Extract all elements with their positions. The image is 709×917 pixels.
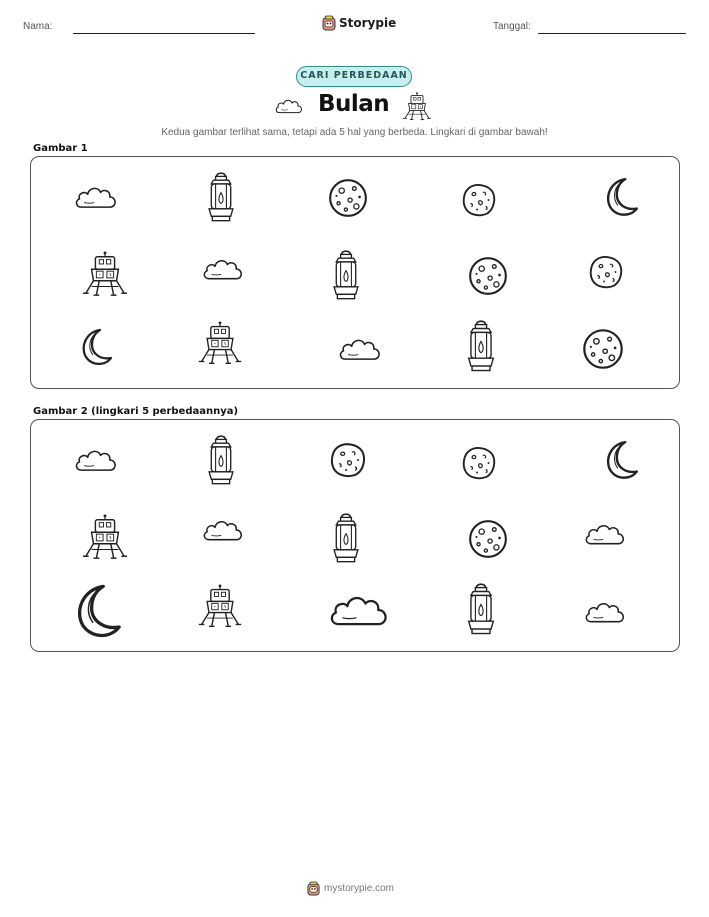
lantern-icon[interactable] (203, 434, 239, 488)
crescent-moon-icon[interactable] (599, 438, 641, 482)
lantern-icon (203, 171, 239, 225)
cloud-icon[interactable] (327, 588, 391, 632)
lunar-module-icon (402, 92, 432, 122)
lunar-module-icon[interactable] (79, 514, 131, 562)
picture2-label: Gambar 2 (lingkari 5 perbedaannya) (33, 406, 239, 417)
cloud-icon[interactable] (73, 444, 119, 476)
date-label: Tanggal: (493, 21, 531, 32)
moon-icon (467, 255, 509, 297)
asteroid-icon (585, 253, 627, 291)
name-line[interactable] (73, 33, 255, 34)
asteroid-icon[interactable] (327, 440, 369, 480)
asteroid-icon[interactable] (459, 444, 499, 482)
picture1-label: Gambar 1 (33, 143, 88, 154)
lunar-module-icon (195, 321, 245, 367)
brand-logo (322, 13, 396, 33)
instruction-text: Kedua gambar terlihat sama, tetapi ada 5 hal yang berbeda. Lingkari di gambar bawah! (161, 127, 548, 138)
cloud-icon[interactable] (201, 514, 245, 546)
page-title: Bulan (318, 91, 390, 117)
picture2-panel[interactable] (30, 419, 680, 652)
category-badge: CARI PERBEDAAN (296, 66, 412, 87)
cloud-icon (337, 333, 383, 365)
crescent-moon-icon (599, 175, 641, 219)
cloud-icon (274, 96, 304, 116)
asteroid-icon (459, 181, 499, 219)
cloud-icon (73, 181, 119, 213)
lunar-module-icon[interactable] (195, 584, 245, 630)
footer-url: mystorypie.com (324, 882, 395, 894)
crescent-moon-icon[interactable] (67, 580, 125, 642)
lantern-icon[interactable] (463, 582, 499, 638)
brand-name: Storypie (339, 16, 397, 30)
crescent-moon-icon (75, 325, 115, 369)
lantern-icon (329, 249, 363, 303)
lantern-icon[interactable] (329, 512, 363, 566)
moon-icon[interactable] (467, 518, 509, 560)
cloud-icon[interactable] (583, 596, 627, 628)
cloud-icon[interactable] (583, 518, 627, 550)
moon-icon (327, 177, 369, 219)
name-label: Nama: (23, 21, 53, 32)
storypie-mascot-icon (307, 881, 320, 896)
moon-icon (581, 327, 625, 371)
picture1-panel (30, 156, 680, 389)
date-line[interactable] (538, 33, 686, 34)
lunar-module-icon (79, 251, 131, 299)
lantern-icon (463, 319, 499, 375)
storypie-mascot-icon (322, 15, 336, 31)
footer (307, 880, 394, 896)
cloud-icon (201, 253, 245, 285)
